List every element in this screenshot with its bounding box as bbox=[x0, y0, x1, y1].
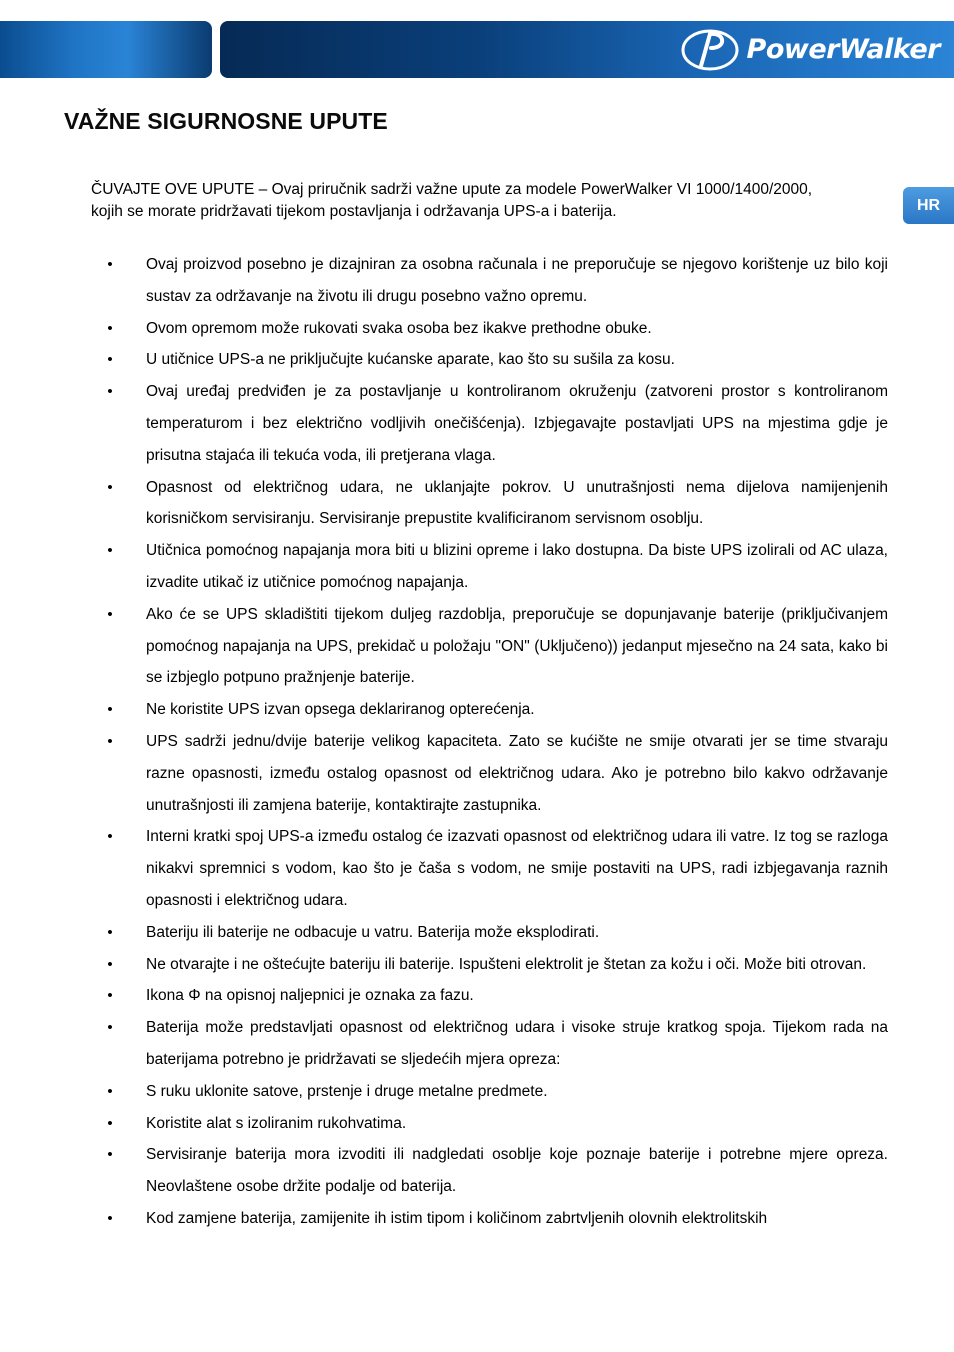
bullet-icon: • bbox=[107, 1114, 113, 1132]
language-tab-hr[interactable]: HR bbox=[903, 187, 954, 224]
header-left-block bbox=[0, 21, 212, 78]
bullet-icon: • bbox=[107, 828, 113, 846]
list-item: • Ovaj uređaj predviđen je za postavljanje u kontroliranom okruženju (zatvoreni prostor s kontroliranom temperaturom i bez električno vodljivih onečišćenja). Izbjegavajte postavljati UPS na mjestima gdje je prisutna stajaća ili tekuća voda, ili pretjerana vlaga. bbox=[0, 376, 888, 471]
bullet-icon: • bbox=[107, 1019, 113, 1037]
list-item: • Ovaj proizvod posebno je dizajniran za osobna računala i ne preporučuje se njegovo korištenje uz bilo koji sustav za održavanje na životu ili drugu posebno važno opremu. bbox=[0, 249, 888, 313]
bullet-icon: • bbox=[107, 256, 113, 273]
bullet-icon: • bbox=[107, 383, 113, 401]
list-item: • Baterija može predstavljati opasnost od električnog udara i visoke struje kratkog spoja. Tijekom rada na baterijama potrebno je pridržavati se sljedećih mjera opreza: bbox=[0, 1012, 888, 1076]
page-title: VAŽNE SIGURNOSNE UPUTE bbox=[64, 108, 388, 134]
bullet-icon: • bbox=[107, 319, 113, 337]
list-item: • Interni kratki spoj UPS-a između ostalog će izazvati opasnost od električnog udara ili vatre. Iz tog se razloga nikakvi spremnici s vodom, kao što je čaša s vodom, ne smije postaviti na UPS, radi izbjegavanja raznih opasnosti i električnog udara. bbox=[0, 821, 888, 916]
list-item: • Utičnica pomoćnog napajanja mora biti u blizini opreme i lako dostupna. Da biste UPS izolirali od AC ulaza, izvadite utikač iz utičnice pomoćnog napajanja. bbox=[0, 535, 888, 599]
list-item: • Servisiranje baterija mora izvoditi ili nadgledati osoblje koje poznaje baterije i potrebne mjere opreza. Neovlaštene osobe držite podalje od baterija. bbox=[0, 1139, 888, 1203]
bullet-icon: • bbox=[107, 732, 113, 750]
bullet-icon: • bbox=[107, 478, 113, 496]
header-bar bbox=[0, 21, 954, 78]
list-item: • Ne koristite UPS izvan opsega deklariranog opterećenja. bbox=[0, 694, 888, 726]
bullet-icon: • bbox=[107, 987, 113, 1005]
list-item: • S ruku uklonite satove, prstenje i druge metalne predmete. bbox=[0, 1076, 888, 1108]
header-main-block bbox=[220, 21, 954, 78]
bullet-icon: • bbox=[107, 351, 113, 369]
brand-name: PowerWalker bbox=[746, 34, 940, 65]
bullet-icon: • bbox=[107, 1146, 113, 1164]
bullet-icon: • bbox=[107, 542, 113, 560]
list-item: • Ikona Φ na opisnoj naljepnici je oznaka za fazu. bbox=[0, 980, 888, 1012]
bullet-icon: • bbox=[107, 923, 113, 941]
list-item: • Bateriju ili baterije ne odbacuje u vatru. Baterija može eksplodirati. bbox=[0, 917, 888, 949]
bullet-icon: • bbox=[107, 955, 113, 973]
intro-line-2: kojih se morate pridržavati tijekom postavljanja i održavanja UPS-a i baterija. bbox=[91, 203, 617, 220]
intro-line-1: ČUVAJTE OVE UPUTE – Ovaj priručnik sadrži važne upute za modele PowerWalker VI 1000/1400/2000, bbox=[91, 181, 813, 198]
bullet-icon: • bbox=[107, 701, 113, 719]
list-item: • Koristite alat s izoliranim rukohvatima. bbox=[0, 1108, 888, 1140]
list-item: • Ne otvarajte i ne oštećujte bateriju ili baterije. Ispušteni elektrolit je štetan za kožu i oči. Može biti otrovan. bbox=[0, 949, 888, 981]
intro-paragraph bbox=[91, 179, 881, 223]
brand-logo bbox=[679, 27, 940, 72]
list-item: • Ako će se UPS skladištiti tijekom duljeg razdoblja, preporučuje se dopunjavanje baterije (priključivanjem pomoćnog napajanja na UPS, prekidač u položaju "ON" (Uključeno)) jedanput mjesečno na 24 sata, kako bi se izbjeglo potpuno pražnjenje baterije. bbox=[0, 599, 888, 694]
list-item: • Opasnost od električnog udara, ne uklanjajte pokrov. U unutrašnjosti nema dijelova namijenjenih korisničkom servisiranju. Servisiranje prepustite kvalificiranom servisnom osoblju. bbox=[0, 472, 888, 536]
bullet-icon: • bbox=[107, 1209, 113, 1227]
bullet-icon: • bbox=[107, 1082, 113, 1100]
safety-instructions-list bbox=[0, 249, 888, 1235]
list-item: • U utičnice UPS-a ne priključujte kućanske aparate, kao što su sušila za kosu. bbox=[0, 344, 888, 376]
list-item: • Kod zamjene baterija, zamijenite ih istim tipom i količinom zabrtvljenih olovnih elektrolitskih bbox=[0, 1203, 888, 1235]
list-item: • UPS sadrži jednu/dvije baterije velikog kapaciteta. Zato se kućište ne smije otvarati jer se time stvaraju razne opasnosti, između ostalog opasnost od električnog udara. Ako je potrebno bilo kakvo održavanje unutrašnjosti ili zamjena baterije, kontaktirajte zastupnika. bbox=[0, 726, 888, 821]
bullet-icon: • bbox=[107, 605, 113, 623]
powerwalker-logo-icon bbox=[679, 28, 741, 72]
list-item: • Ovom opremom može rukovati svaka osoba bez ikakve prethodne obuke. bbox=[0, 313, 888, 345]
